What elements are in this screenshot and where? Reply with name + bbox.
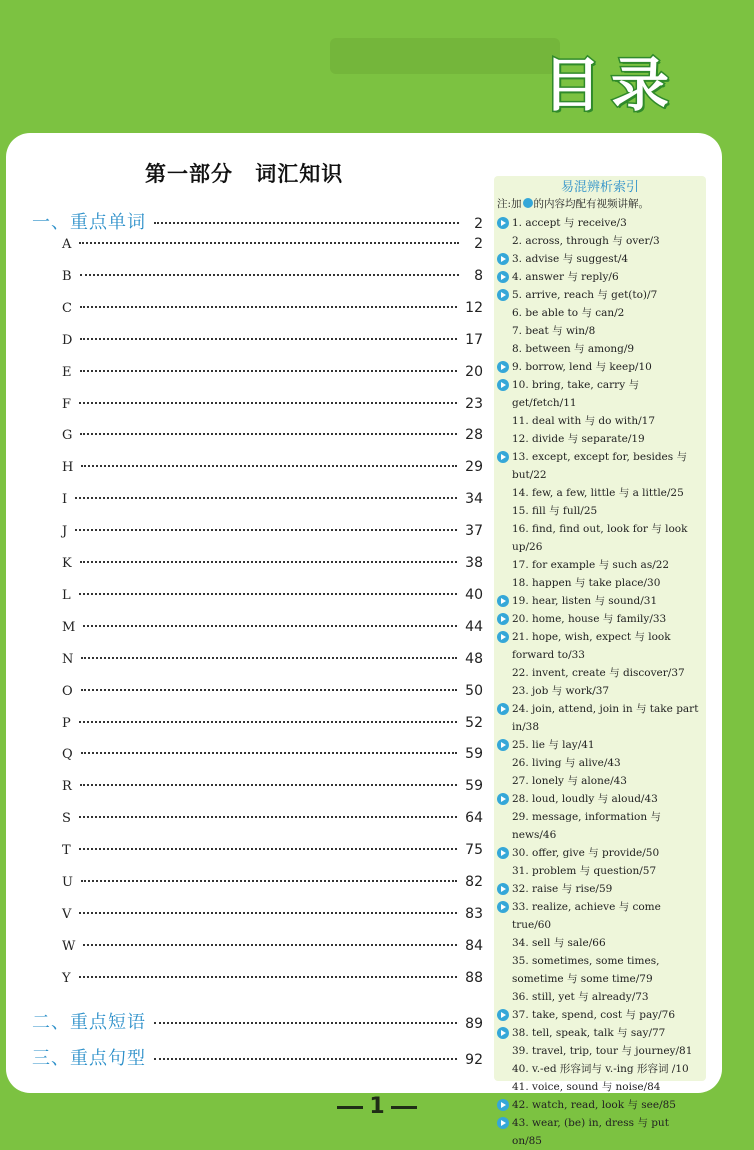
toc-letter-d[interactable] <box>62 332 483 354</box>
toc-letter-r[interactable] <box>62 778 483 800</box>
toc-letter-k-page: 38 <box>465 555 483 571</box>
index-item-text: 10. bring, take, carry 与 get/fetch/11 <box>512 379 639 409</box>
dot-leader <box>79 912 457 914</box>
toc-section-2-label: 二、重点短语 <box>32 1012 146 1033</box>
index-item-36[interactable] <box>512 988 702 1006</box>
toc-letter-u[interactable] <box>62 874 483 896</box>
index-item-30[interactable] <box>512 844 702 862</box>
play-video-icon[interactable] <box>497 613 509 625</box>
dot-leader <box>80 274 459 276</box>
index-item-3[interactable] <box>512 250 702 268</box>
index-item-text: 39. travel, trip, tour 与 journey/81 <box>512 1045 693 1057</box>
play-video-icon[interactable] <box>497 289 509 301</box>
dot-leader <box>75 497 457 499</box>
index-item-4[interactable] <box>512 268 702 286</box>
toc-letter-g-label: G <box>62 428 73 444</box>
play-video-icon[interactable] <box>497 883 509 895</box>
play-video-icon[interactable] <box>497 793 509 805</box>
toc-letter-a-page: 2 <box>474 236 483 252</box>
index-item-34[interactable] <box>512 934 702 952</box>
play-video-icon[interactable] <box>497 739 509 751</box>
toc-letter-g-page: 28 <box>465 427 483 444</box>
index-note-prefix: 注:加 <box>497 198 522 210</box>
toc-letter-y-label: Y <box>62 970 71 986</box>
index-item-text: 23. job 与 work/37 <box>512 685 610 697</box>
play-video-icon[interactable] <box>497 847 509 859</box>
index-item-text: 12. divide 与 separate/19 <box>512 433 645 445</box>
dot-leader <box>154 222 459 224</box>
toc-letter-e[interactable] <box>62 364 483 386</box>
index-item-text: 26. living 与 alive/43 <box>512 757 621 769</box>
dot-leader <box>154 1058 457 1060</box>
toc-letter-n-label: N <box>62 651 74 667</box>
dot-leader <box>79 848 458 850</box>
toc-letter-p[interactable] <box>62 715 483 737</box>
index-item-text: 16. find, find out, look for 与 look up/26 <box>512 523 688 553</box>
dot-leader <box>79 593 458 595</box>
toc-letter-n-page: 48 <box>465 650 483 667</box>
toc-letter-b-page: 8 <box>474 267 483 284</box>
toc-letter-f-label: F <box>62 396 72 412</box>
dot-leader <box>79 816 457 818</box>
toc-letter-v-page: 83 <box>465 905 483 922</box>
page-title: 目录 <box>542 51 679 119</box>
toc-letter-o-label: O <box>62 683 73 699</box>
index-item-text: 8. between 与 among/9 <box>512 343 635 355</box>
index-item-31[interactable] <box>512 862 702 880</box>
index-item-9[interactable] <box>512 358 702 376</box>
toc-letter-f-page: 23 <box>465 395 483 412</box>
play-video-icon[interactable] <box>497 1009 509 1021</box>
index-item-39[interactable] <box>512 1042 702 1060</box>
toc-section-3[interactable] <box>32 1044 483 1069</box>
dot-leader <box>75 529 457 531</box>
toc-letter-n[interactable] <box>62 651 483 673</box>
toc-section-1[interactable] <box>32 208 483 233</box>
toc-letter-d-label: D <box>62 332 73 348</box>
play-video-icon[interactable] <box>497 1027 509 1039</box>
background-banner <box>330 38 560 74</box>
index-item-text: 18. happen 与 take place/30 <box>512 577 661 589</box>
toc-letter-c-page: 12 <box>465 299 483 316</box>
dot-leader <box>79 402 457 404</box>
index-item-16[interactable] <box>512 520 702 556</box>
index-item-text: 24. join, attend, join in 与 take part in/38 <box>512 703 699 733</box>
index-item-text: 22. invent, create 与 discover/37 <box>512 667 685 679</box>
index-item-24[interactable] <box>512 700 702 736</box>
toc-letter-t[interactable] <box>62 842 483 864</box>
index-item-text: 25. lie 与 lay/41 <box>512 739 595 751</box>
toc-letter-q-label: Q <box>62 747 73 763</box>
index-item-text: 33. realize, achieve 与 come true/60 <box>512 901 661 931</box>
toc-letter-j-page: 37 <box>465 523 483 540</box>
index-item-38[interactable] <box>512 1024 702 1042</box>
index-item-14[interactable] <box>512 484 702 502</box>
toc-letter-i-label: I <box>62 492 68 508</box>
index-item-26[interactable] <box>512 754 702 772</box>
index-item-text: 7. beat 与 win/8 <box>512 325 596 337</box>
index-item-text: 11. deal with 与 do with/17 <box>512 415 656 427</box>
dot-leader <box>79 976 458 978</box>
toc-letter-m-page: 44 <box>465 618 483 635</box>
dot-leader <box>80 784 457 786</box>
index-item-12[interactable] <box>512 430 702 448</box>
toc-letter-j[interactable] <box>62 523 483 545</box>
play-video-icon[interactable] <box>497 901 509 913</box>
index-item-text: 38. tell, speak, talk 与 say/77 <box>512 1027 666 1039</box>
toc-letter-s-page: 64 <box>465 810 483 827</box>
index-item-33[interactable] <box>512 898 702 934</box>
dot-leader <box>80 370 458 372</box>
index-item-25[interactable] <box>512 736 702 754</box>
toc-letter-w-label: W <box>62 938 76 954</box>
toc-letter-o-page: 50 <box>465 682 483 699</box>
index-item-7[interactable] <box>512 322 702 340</box>
toc-letter-y[interactable] <box>62 970 483 992</box>
toc-letter-r-label: R <box>62 779 72 795</box>
index-item-5[interactable] <box>512 286 702 304</box>
index-item-text: 36. still, yet 与 already/73 <box>512 991 649 1003</box>
dot-leader <box>81 689 458 691</box>
toc-letter-t-label: T <box>62 843 71 859</box>
index-item-15[interactable] <box>512 502 702 520</box>
dot-leader <box>80 306 457 308</box>
toc-letter-p-label: P <box>62 715 71 731</box>
index-item-2[interactable] <box>512 232 702 250</box>
index-item-8[interactable] <box>512 340 702 358</box>
index-item-text: 4. answer 与 reply/6 <box>512 271 619 283</box>
page-number: 1 <box>0 1094 754 1119</box>
index-item-13[interactable] <box>512 448 702 484</box>
index-item-text: 15. fill 与 full/25 <box>512 505 598 517</box>
video-dot-icon <box>523 198 533 208</box>
play-video-icon[interactable] <box>497 631 509 643</box>
index-item-text: 37. take, spend, cost 与 pay/76 <box>512 1009 676 1021</box>
dot-leader <box>81 465 457 467</box>
dot-leader <box>83 944 457 946</box>
toc-letter-a[interactable] <box>62 236 483 258</box>
index-item-32[interactable] <box>512 880 702 898</box>
toc-letter-l-page: 40 <box>465 586 483 603</box>
toc-letter-e-page: 20 <box>465 363 483 380</box>
index-item-text: 5. arrive, reach 与 get(to)/7 <box>512 289 658 301</box>
index-item-text: 3. advise 与 suggest/4 <box>512 253 629 265</box>
index-item-text: 20. home, house 与 family/33 <box>512 613 667 625</box>
toc-letter-e-label: E <box>62 364 72 380</box>
index-item-text: 9. borrow, lend 与 keep/10 <box>512 361 652 373</box>
play-video-icon[interactable] <box>497 361 509 373</box>
dot-leader <box>81 880 457 882</box>
index-item-20[interactable] <box>512 610 702 628</box>
index-item-text: 6. be able to 与 can/2 <box>512 307 625 319</box>
toc-section-3-label: 三、重点句型 <box>32 1048 146 1069</box>
toc-section-2-page: 89 <box>465 1016 483 1032</box>
index-item-18[interactable] <box>512 574 702 592</box>
toc-letter-m[interactable] <box>62 619 483 641</box>
toc-section-1-label: 一、重点单词 <box>32 212 146 233</box>
toc-letter-w-page: 84 <box>465 937 483 954</box>
toc-letter-l-label: L <box>62 587 71 603</box>
part-heading: 第一部分 词汇知识 <box>145 162 344 186</box>
toc-letter-f[interactable] <box>62 396 483 418</box>
dot-leader <box>83 625 457 627</box>
toc-letter-i[interactable] <box>62 491 483 513</box>
dot-leader <box>80 433 457 435</box>
toc-letter-m-label: M <box>62 619 76 635</box>
index-item-text: 17. for example 与 such as/22 <box>512 559 670 571</box>
toc-letter-k[interactable] <box>62 555 483 577</box>
toc-letter-b-label: B <box>62 268 72 284</box>
dot-leader <box>79 721 457 723</box>
dot-leader <box>154 1022 457 1024</box>
index-item-text: 35. sometimes, some times, sometime 与 some time/79 <box>512 955 660 985</box>
play-video-icon[interactable] <box>497 595 509 607</box>
toc-letter-b[interactable] <box>62 268 483 290</box>
index-item-text: 43. wear, (be) in, dress 与 put on/85 <box>512 1117 669 1147</box>
toc-letter-w[interactable] <box>62 938 483 960</box>
toc-letter-k-label: K <box>62 556 72 571</box>
play-video-icon[interactable] <box>497 253 509 265</box>
dot-leader <box>79 242 459 244</box>
play-video-icon[interactable] <box>497 451 509 463</box>
index-item-37[interactable] <box>512 1006 702 1024</box>
play-video-icon[interactable] <box>497 217 509 229</box>
toc-section-2[interactable] <box>32 1008 483 1033</box>
index-item-6[interactable] <box>512 304 702 322</box>
index-title: 易混辨析索引 <box>560 180 639 195</box>
toc-letter-i-page: 34 <box>465 491 483 508</box>
index-item-text: 30. offer, give 与 provide/50 <box>512 847 660 859</box>
toc-letter-u-page: 82 <box>465 874 483 890</box>
toc-letter-d-page: 17 <box>465 331 483 348</box>
toc-letter-g[interactable] <box>62 427 483 449</box>
toc-section-1-page: 2 <box>474 216 483 232</box>
index-item-19[interactable] <box>512 592 702 610</box>
index-item-17[interactable] <box>512 556 702 574</box>
index-item-text: 31. problem 与 question/57 <box>512 865 657 877</box>
toc-letter-o[interactable] <box>62 683 483 705</box>
play-video-icon[interactable] <box>497 703 509 715</box>
toc-letter-c[interactable] <box>62 300 483 322</box>
toc-letter-h-label: H <box>62 460 74 476</box>
toc-letter-s-label: S <box>62 811 71 827</box>
play-video-icon[interactable] <box>497 379 509 391</box>
dot-leader <box>81 752 458 754</box>
dot-leader <box>80 338 457 340</box>
toc-letter-c-label: C <box>62 300 72 316</box>
index-item-22[interactable] <box>512 664 702 682</box>
index-item-35[interactable] <box>512 952 702 988</box>
index-item-text: 34. sell 与 sale/66 <box>512 937 606 949</box>
toc-letter-j-label: J <box>62 524 68 540</box>
index-item-text: 41. voice, sound 与 noise/84 <box>512 1081 661 1093</box>
index-item-text: 40. v.-ed 形容词与 v.-ing 形容词 /10 <box>512 1063 689 1075</box>
toc-letter-t-page: 75 <box>465 842 483 859</box>
toc-letter-u-label: U <box>62 875 73 890</box>
index-item-43[interactable] <box>512 1114 702 1150</box>
index-item-text: 19. hear, listen 与 sound/31 <box>512 595 658 607</box>
index-item-29[interactable] <box>512 808 702 844</box>
index-item-text: 29. message, information 与 news/46 <box>512 811 661 841</box>
index-item-text: 27. lonely 与 alone/43 <box>512 775 627 787</box>
toc-letter-h[interactable] <box>62 459 483 481</box>
index-item-40[interactable] <box>512 1060 702 1078</box>
dot-leader <box>80 561 457 563</box>
index-item-text: 13. except, except for, besides 与 but/22 <box>512 451 687 481</box>
index-item-text: 42. watch, read, look 与 see/85 <box>512 1099 676 1111</box>
index-item-text: 32. raise 与 rise/59 <box>512 883 613 895</box>
toc-section-3-page: 92 <box>465 1052 483 1068</box>
toc-letter-r-page: 59 <box>465 778 483 795</box>
toc-letter-l[interactable] <box>62 587 483 609</box>
index-item-28[interactable] <box>512 790 702 808</box>
index-item-21[interactable] <box>512 628 702 664</box>
toc-letter-s[interactable] <box>62 810 483 832</box>
toc-letter-v[interactable] <box>62 906 483 928</box>
index-note-suffix: 的内容均配有视频讲解。 <box>533 198 650 210</box>
toc-letter-h-page: 29 <box>465 459 483 476</box>
toc-letter-a-label: A <box>62 237 72 252</box>
index-item-text: 28. loud, loudly 与 aloud/43 <box>512 793 658 805</box>
play-video-icon[interactable] <box>497 271 509 283</box>
index-item-text: 1. accept 与 receive/3 <box>512 217 627 229</box>
toc-letter-p-page: 52 <box>465 714 483 731</box>
toc-letter-v-label: V <box>62 906 72 922</box>
index-item-23[interactable] <box>512 682 702 700</box>
toc-letter-q[interactable] <box>62 746 483 768</box>
index-note <box>497 196 649 211</box>
toc-letter-y-page: 88 <box>465 969 483 986</box>
index-item-text: 2. across, through 与 over/3 <box>512 235 660 247</box>
index-item-10[interactable] <box>512 376 702 412</box>
index-item-text: 14. few, a few, little 与 a little/25 <box>512 487 684 499</box>
dot-leader <box>81 657 457 659</box>
index-item-1[interactable] <box>512 214 702 232</box>
toc-letter-q-page: 59 <box>465 746 483 763</box>
index-item-text: 21. hope, wish, expect 与 look forward to/33 <box>512 631 671 661</box>
index-item-27[interactable] <box>512 772 702 790</box>
index-item-11[interactable] <box>512 412 702 430</box>
